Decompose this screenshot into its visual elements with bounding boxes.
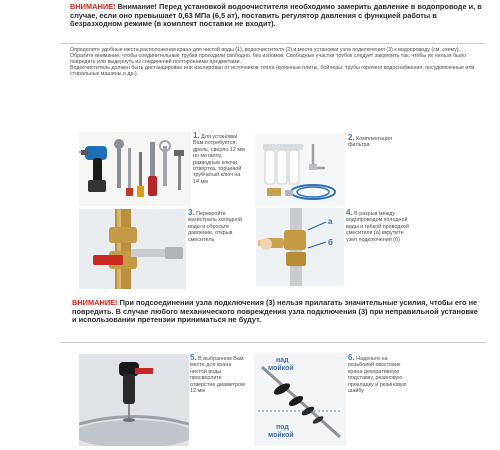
warning-middle: [72, 299, 482, 325]
photo-faucet-shank: [254, 353, 346, 446]
intro-paragraph-1: Определите удобные места расположения крана для чистой воды (1), водоочистителя (2) и места установки узла подключения (3) к водопроводу (см. схему). Обратите внимание, чтобы соединительные трубки проходили свободно, без изломов. Свободные участки трубок следует закрепить так, чтобы их нельзя было повредить или выдернуть из соединений посторонними предметами.: [70, 47, 467, 66]
step-1-number: 1.: [193, 131, 200, 140]
step-6-text: Наденьте на резьбовой хвостовик крана декоративную подставку, резиновую прокладку и резиновую шайбу: [348, 356, 407, 395]
tools-illustration: [79, 132, 191, 206]
step-6-caption: [348, 355, 410, 394]
photo-valve: [79, 209, 186, 289]
step-4-text: В разрыв между водопроводом холодной воды и гибкой проводкой смесителя (а) вкрутите узел подключения (б): [346, 211, 409, 243]
step-3-text: Перекройте магистраль холодной воды и сбросьте давление, открыв смеситель: [188, 211, 243, 243]
shank-illustration: [254, 353, 346, 446]
warning-label: ВНИМАНИЕ!: [72, 298, 118, 307]
step-3-caption: [188, 210, 246, 243]
label-below-2: мойкой: [268, 432, 294, 439]
step-5-number: 5.: [190, 353, 197, 362]
warning-text: При подсоединении узла подключения (3) нельзя прилагать значительные усилия, чтобы его не повредить. В случае любого механического повреждения узла подключения (3) при неправильной установке и использовании претензии приниматься не будут.: [72, 298, 478, 325]
intro-text: [70, 47, 475, 77]
valve-illustration: [79, 209, 186, 289]
label-a: а: [328, 217, 333, 226]
step-4-number: 4.: [346, 208, 353, 217]
divider: [60, 43, 485, 44]
step-6-number: 6.: [348, 353, 355, 362]
warning-label: ВНИМАНИЕ!: [70, 2, 116, 11]
step-5-text: В выбранном Вам месте для крана чистой воды просверлите отверстие диаметром 12 мм: [190, 356, 245, 395]
photo-drilling: [79, 354, 189, 446]
label-above-2: мойкой: [268, 365, 294, 372]
label-below-1: под: [276, 424, 289, 431]
warning-text: Внимание! Перед установкой водоочистителя необходимо замерить давление в водопроводе и, в случае, если оно превышает 0,63 МПа (6,5 ат), поставить регулятор давления с функцией работы в безразходном режиме (в комплект поставки не входит).: [70, 2, 482, 29]
photo-connection-unit: [256, 208, 344, 286]
step-2-caption: [348, 135, 408, 149]
photo-tools: [79, 132, 191, 206]
step-2-text: Комплектация фильтра: [348, 136, 392, 149]
intro-paragraph-2: Водоочиститель должен быть дистанцирован или изолирован от источников тепла (кухонные плиты, бойлеры, трубы горячего водоснабжения, посудомоечные или стиральные машины и др.).: [70, 65, 475, 78]
divider: [60, 342, 485, 343]
drilling-illustration: [79, 354, 189, 446]
step-5-caption: [190, 355, 248, 394]
step-1-text: Для установки Вам потребуется: дрель, сверло 12 мм по металлу, разводные ключи, отвертка, торцевой трубчатый ключ на 14 мм: [193, 134, 245, 185]
step-1-caption: [193, 133, 245, 185]
step-3-number: 3.: [188, 208, 195, 217]
filter-kit-illustration: [255, 134, 345, 206]
photo-filter-kit: [255, 134, 345, 206]
step-4-caption: [346, 210, 416, 243]
label-b: б: [328, 238, 333, 247]
connection-illustration: [256, 208, 344, 286]
warning-top: [70, 3, 482, 29]
step-2-number: 2.: [348, 133, 355, 142]
label-above-1: над: [276, 357, 289, 364]
